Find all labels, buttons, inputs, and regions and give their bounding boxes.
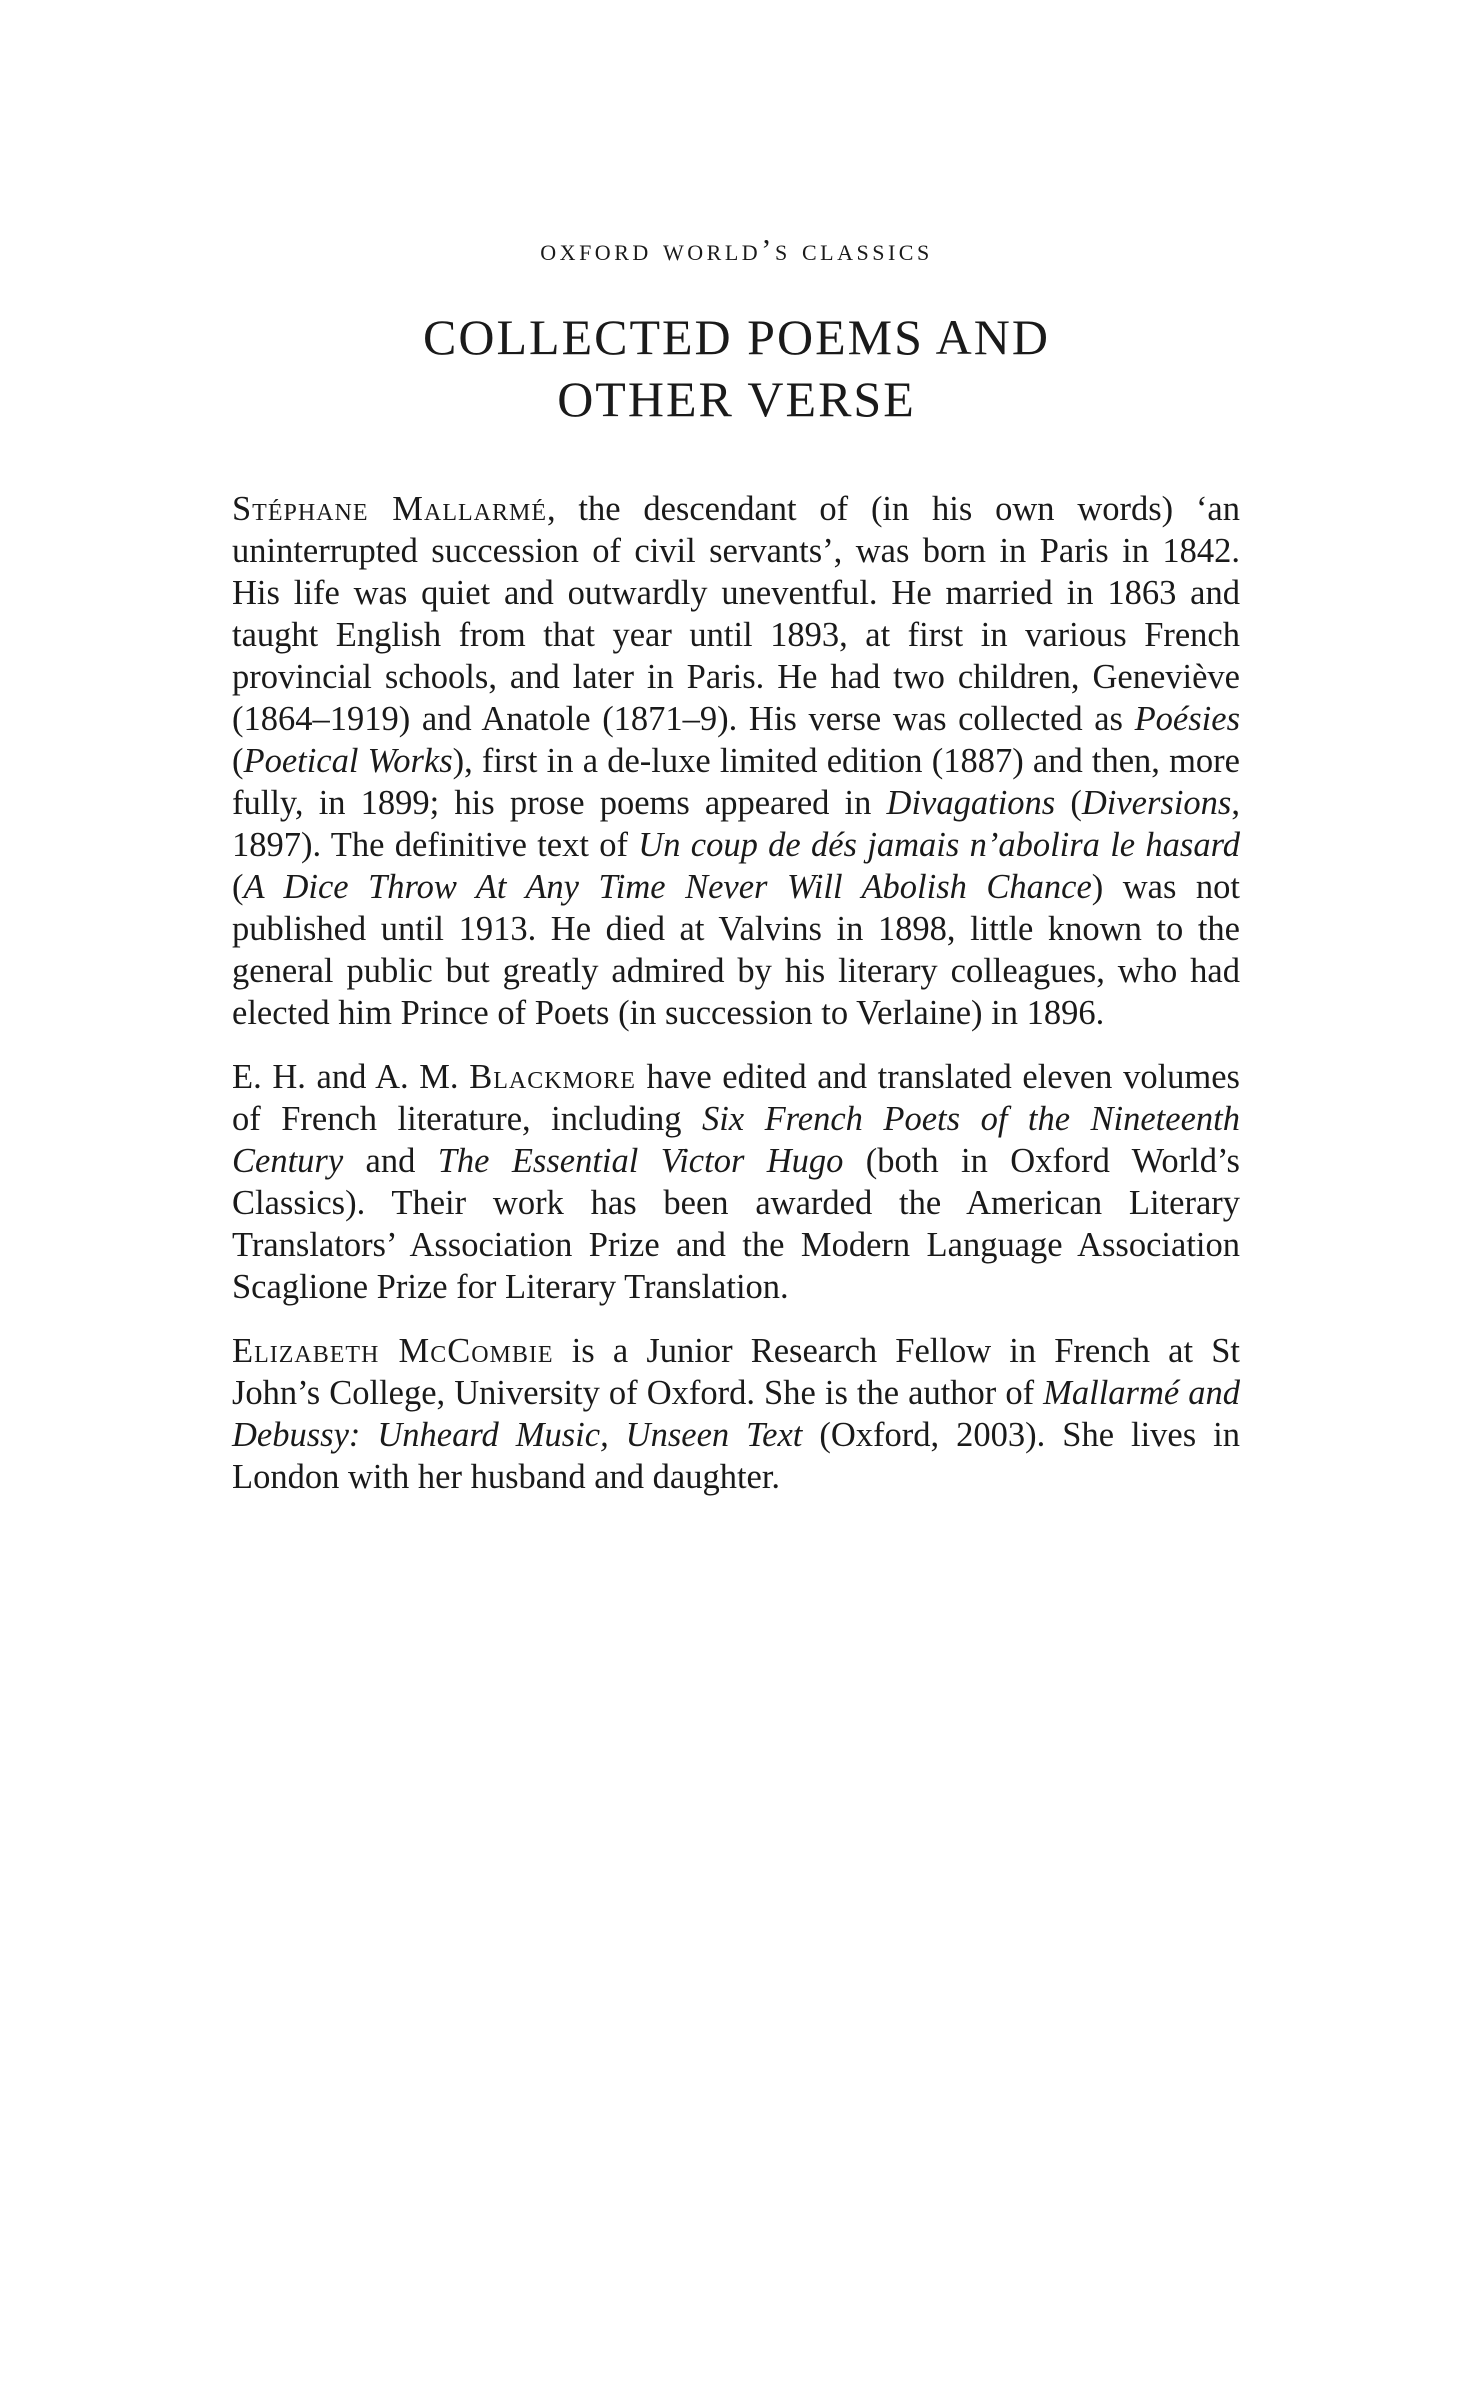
- work-title: Poetical Works: [243, 742, 453, 780]
- work-title: Six French Poets of the Nineteenth Century: [232, 1100, 1240, 1180]
- author-name: Stéphane Mallarmé: [232, 490, 547, 528]
- author-biographies: [232, 488, 1240, 1520]
- work-title: Poésies: [1134, 700, 1240, 738]
- author-name: Elizabeth McCombie: [232, 1332, 554, 1370]
- bio-mccombie: Elizabeth McCombie is a Junior Research Fellow in French at St John’s College, University of Oxford. She is the author of Mallarmé and Debussy: Unheard Music, Unseen Text (Oxford, 2003). She lives in London with her husband and daughter.: [232, 1332, 1240, 1496]
- author-name: Blackmore: [469, 1058, 636, 1096]
- work-title: A Dice Throw At Any Time Never Will Abolish Chance: [243, 868, 1092, 906]
- author-name-prefix: E. H. and A. M.: [232, 1058, 470, 1096]
- book-title-line-2: OTHER VERSE: [557, 371, 916, 427]
- work-title: Diversions: [1081, 784, 1232, 822]
- work-title: Divagations: [886, 784, 1056, 822]
- work-title: Un coup de dés jamais n’abolira le hasard: [638, 826, 1240, 864]
- book-title-line-1: COLLECTED POEMS AND: [423, 309, 1050, 365]
- bio-mallarme: Stéphane Mallarmé, the descendant of (in his own words) ‘an uninterrupted succession of civil servants’, was born in Paris in 1842. His life was quiet and outwardly uneventful. He married in 1863 and taught English from that year until 1893, at first in various French provincial schools, and later in Paris. He had two children, Geneviève (1864–1919) and Anatole (1871–9). His verse was collected as Poésies (Poetical Works), first in a de-luxe limited edition (1887) and then, more fully, in 1899; his prose poems appeared in Divagations (Diversions, 1897). The definitive text of Un coup de dés jamais n’abolira le hasard (A Dice Throw At Any Time Never Will Abolish Chance) was not published until 1913. He died at Valvins in 1898, little known to the general public but greatly admired by his literary colleagues, who had elected him Prince of Poets (in succession to Verlaine) in 1896.: [232, 490, 1241, 1032]
- series-heading: oxford world’s classics: [540, 232, 933, 267]
- work-title: The Essential Victor Hugo: [437, 1142, 844, 1180]
- bio-blackmore: E. H. and A. M. Blackmore have edited and translated eleven volumes of French literature, including Six French Poets of the Nineteenth Century and The Essential Victor Hugo (both in Oxford World’s Classics). Their work has been awarded the American Literary Translators’ Association Prize and the Modern Language Association Scaglione Prize for Literary Translation.: [232, 1058, 1240, 1306]
- book-title: [0, 306, 1473, 430]
- work-title: Mallarmé and Debussy: Unheard Music, Unseen Text: [232, 1374, 1240, 1454]
